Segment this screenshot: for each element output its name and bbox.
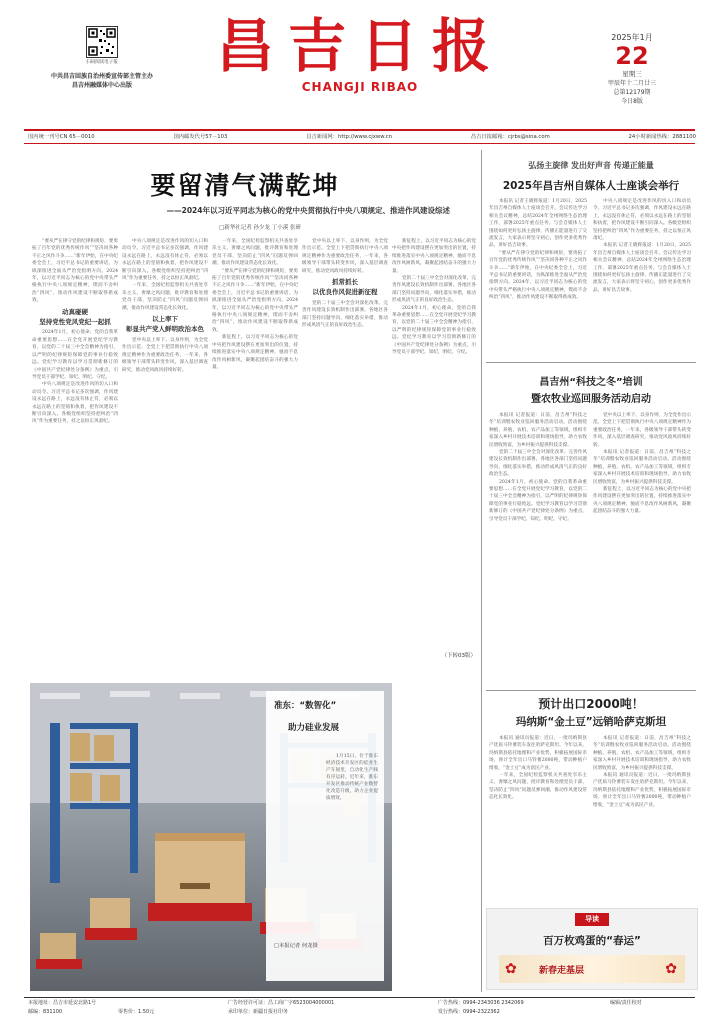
right-top-col1 bbox=[489, 198, 587, 348]
promo-banner-text: 新春走基层 bbox=[539, 966, 585, 976]
lead-col1-para: “要从严在律守党的纪律和规矩，要勇拓了百年党的优秀传统作风”“坚决同各种不正之风作斗争……”新年伊始，在中央纪委全会上，习近平总书记的重要讲话，为纵深推进全面从严治党指明方向。2024年，以习近平同志为核心的党中央带头严格执行中央八项规定精神，锲而不舍纠治“四风”，推动作风建设不断取得新成效。 bbox=[32, 239, 118, 304]
footer-printer: 承印单位：新疆日报社印务 bbox=[228, 1009, 289, 1015]
lead-col2-para2: 党中央以上率下、以身作则，为全党作出示范。全党上下把贯彻执行中央八项规定精神作为重要政治任务，一年来，各级领导干部带头转变作风，深入基层调查研究，推动党风政风持续好转。 bbox=[122, 337, 208, 373]
right-low-col1 bbox=[489, 735, 587, 905]
photo-byline: □本报记者 何龙摄 bbox=[274, 943, 318, 949]
publisher-line2: 昌吉州融媒体中心出版 bbox=[71, 82, 132, 89]
pages-today: 今日8版 bbox=[621, 98, 643, 105]
right-top-para2: “要从严在律守党的纪律和规矩，要勇拓了百年党的优秀传统作风”“坚决同各种不正之风作斗争……”新年伊始，在中央纪委全会上，习近平总书记的重要讲话，为纵深推进全面从严治党指明方向。2024年，以习近平同志为核心的党中央带头严格执行中央八项规定精神，锲而不舍纠治“四风”，推动作风建设不断取得新成效。 bbox=[489, 250, 587, 301]
lead-col3-para: 一年来，全国纪检监察机关共查处享乐主义、奢靡之风问题，批评教育和处理党员干部，坚决防止“四风”问题反弹回潮，推动作风建设常态化长效化。 bbox=[212, 239, 298, 267]
right-low-para4: 本报讯 通讯员报道：近日，一批玛纳斯县产优质马铃薯装车发往哈萨克斯坦。今年以来，玛纳斯县依托地理和产业优势，积极拓展国际市场，预计全年出口马铃薯2000吨，带动种植户增收，“金土豆”成为富民产业。 bbox=[593, 773, 691, 808]
guide-label: 导读 bbox=[575, 913, 609, 926]
right-mid-headline2: 暨农牧业巡回服务活动启动 bbox=[531, 394, 651, 405]
publisher-info bbox=[42, 72, 162, 90]
right-low-para3: 本报讯 记者报道：日前，昌吉州“科技之冬”培训暨农牧业巡回服务活动启动。活动围绕种植、养殖、农机、农产品加工等领域，组织专家深入乡村开展技术培训和现场指导，助力农牧民增收致富，为乡村振兴提供科技支撑。 bbox=[593, 736, 691, 771]
lead-col1-subhead1: 动真碰硬 bbox=[62, 307, 88, 316]
photo-headline1: 准东：“数智化” bbox=[274, 701, 337, 711]
photo-caption-text bbox=[326, 753, 378, 953]
lead-col2-subhead2: 彰显共产党人鲜明政治本色 bbox=[126, 325, 204, 334]
date-day: 22 bbox=[615, 42, 649, 70]
publisher-line1: 中共昌吉回族自治州委宣传部主管主办 bbox=[50, 73, 153, 80]
footer-rule bbox=[24, 997, 695, 998]
lead-col1-para3: 中央八项规定是改进作风的切入口和动员令。习近平总书记多次强调，作风建设永远在路上，永远没有休止符，必须以永远在路上的坚韧和执着，把作风建设不断引向深入。各级党组织坚持把纠治“四风”作为重要任务，持之以恒正风肃纪。 bbox=[32, 382, 118, 425]
photo-caption-panel bbox=[266, 691, 384, 981]
right-mid-para2: 党的二十届三中全会对深化改革、完善作风建设长效机制作出部署。各地区各部门坚持问题导向，细化落实举措，推动形成风清气正的良好政治生态。 bbox=[489, 450, 587, 478]
masthead-title: 昌吉日报 bbox=[215, 12, 504, 80]
lead-subheadline: ——2024年以习近平同志为核心的党中央贯彻执行中央八项规定、推进作风建设综述 bbox=[166, 206, 450, 215]
right-mid-col2 bbox=[593, 412, 691, 637]
masthead-pinyin: CHANGJI RIBAO bbox=[301, 80, 419, 94]
lead-col1-subhead2: 坚持党性党风党纪一起抓 bbox=[39, 318, 111, 327]
right-mid-para: 本报讯 记者报道：日前，昌吉州“科技之冬”培训暨农牧业巡回服务活动启动。活动围绕种植、养殖、农机、农产品加工等领域，组织专家深入乡村开展技术培训和现场指导，助力农牧民增收致富，为乡村振兴提供科技支撑。 bbox=[489, 413, 587, 448]
right-divider-2 bbox=[486, 690, 696, 691]
right-low-headline1: 预计出口2000吨！ bbox=[538, 697, 644, 711]
lead-col5-para-b: 党的二十届三中全会对深化改革、完善作风建设长效机制作出部署。各地区各部门坚持问题导向，细化落实举措，推动形成风清气正的良好政治生态。 bbox=[392, 276, 476, 304]
lead-headline: 要留清气满乾坤 bbox=[150, 171, 340, 200]
lead-column-1 bbox=[32, 238, 118, 678]
column-divider bbox=[481, 150, 482, 992]
photo-caption-para: 1月15日，位于准东经济技术开发区的硅业生产车间里，自动化生产线有序运转。近年来，准东开发区推动传统产业数智化改造升级，助力企业提质增效。 bbox=[326, 754, 378, 801]
info-website[interactable]: 昌吉新闻网：http://www.cjxww.cn bbox=[306, 134, 393, 140]
flower-icon: ✿ bbox=[665, 961, 677, 977]
lead-col3-subhead1: 抓常抓长 bbox=[332, 278, 358, 287]
info-cn-number: 国内统一刊号CN 65－0010 bbox=[28, 134, 95, 140]
footer-send: 发行热线：0994-2322362 bbox=[438, 1009, 500, 1015]
right-top-col2 bbox=[593, 198, 691, 348]
info-email[interactable]: 昌吉日报邮箱：cjrbs@sina.com bbox=[470, 134, 550, 140]
promo-banner bbox=[499, 955, 685, 983]
lead-col5-para-c: 2024年1月，初心使命、党的自我革命重要思想……在全党开展党纪学习教育，以党的二十届三中全会精神为指引，以严明的纪律规矩保障党的事业行稳致远。党纪学习教育以学习贯彻新修订的《中国共产党纪律处分条例》为重点，引导党员干部学纪、知纪、明纪、守纪。 bbox=[392, 305, 476, 356]
right-low-headline2: 玛纳斯“金土豆”远销哈萨克斯坦 bbox=[515, 716, 667, 728]
footer-postcode: 邮编：831100 bbox=[28, 1009, 63, 1015]
info-postal-code: 国内邮发代号57－103 bbox=[173, 134, 228, 140]
right-top-para3: 中央八项规定是改进作风的切入口和动员令。习近平总书记多次强调，作风建设永远在路上，永远没有休止符，必须以永远在路上的坚韧和执着，把作风建设不断引向深入。各级党组织坚持把纠治“四风”作为重要任务，持之以恒正风肃纪。 bbox=[593, 199, 691, 242]
right-top-para4: 本报讯 记者王晓辉报道：1月20日，2025年昌吉州自媒体人士座谈会召开。会议传达学习相关会议精神，总结2024年全州网络生态治理工作，部署2025年重点任务。与会自媒体人士围绕如何更好弘扬主旋律、传播正能量进行了交流发言，大家表示将坚守初心，创作更多优秀作品，讲好昌吉故事。 bbox=[593, 243, 691, 293]
issue-total: 总第12179期 bbox=[613, 89, 651, 96]
photo-headline2: 助力硅业发展 bbox=[288, 723, 340, 733]
right-top-para: 本报讯 记者王晓辉报道：1月20日，2025年昌吉州自媒体人士座谈会召开。会议传达学习相关会议精神，总结2024年全州网络生态治理工作，部署2025年重点任务。与会自媒体人士围绕如何更好弘扬主旋律、传播正能量进行了交流发言，大家表示将坚守初心，创作更多优秀作品，讲好昌吉故事。 bbox=[489, 199, 587, 249]
right-low-para: 本报讯 通讯员报道：近日，一批玛纳斯县产优质马铃薯装车发往哈萨克斯坦。今年以来，玛纳斯县依托地理和产业优势，积极拓展国际市场，预计全年出口马铃薯2000吨，带动种植户增收，“金土豆”成为富民产业。 bbox=[489, 736, 587, 771]
date-year-month: 2025年1月 bbox=[611, 33, 653, 42]
lead-column-5 bbox=[392, 238, 476, 658]
promo-title[interactable]: 百万枚鸡蛋的“春运” bbox=[543, 935, 641, 947]
right-mid-para5: 本报讯 记者报道：日前，昌吉州“科技之冬”培训暨农牧业巡回服务活动启动。活动围绕种植、养殖、农机、农产品加工等领域，组织专家深入乡村开展技术培训和现场指导，助力农牧民增收致富，为乡村振兴提供科技支撑。 bbox=[593, 450, 691, 485]
footer bbox=[28, 999, 696, 1021]
right-mid-para3: 2024年1月，初心使命、党的自我革命重要思想……在全党开展党纪学习教育，以党的二十届三中全会精神为指引，以严明的纪律规矩保障党的事业行稳致远。党纪学习教育以学习贯彻新修订的《中国共产党纪律处分条例》为重点，引导党员干部学纪、知纪、明纪、守纪。 bbox=[489, 479, 587, 522]
footer-address: 本报地址：昌吉市延安北路1号 bbox=[28, 1000, 97, 1006]
lead-col2-subhead1: 以上率下 bbox=[152, 315, 178, 324]
feature-photo bbox=[30, 683, 392, 991]
lantern-icon: ✿ bbox=[505, 961, 517, 977]
continued-note: （下转03版） bbox=[441, 653, 476, 659]
lead-column-2 bbox=[122, 238, 208, 678]
right-top-headline: 2025年昌吉州自媒体人士座谈会举行 bbox=[502, 180, 680, 192]
right-top-kicker: 弘扬主旋律 发出好声音 传递正能量 bbox=[528, 161, 654, 170]
lead-col2-para-b: 一年来，全国纪检监察机关共查处享乐主义、奢靡之风问题，批评教育和处理党员干部，坚决防止“四风”问题反弹回潮，推动作风建设常态化长效化。 bbox=[122, 283, 208, 311]
footer-license: 广告经营许可证：昌工商广字6523004000001 bbox=[228, 1000, 335, 1006]
lead-column-4 bbox=[302, 238, 388, 678]
promo-box[interactable] bbox=[486, 908, 698, 990]
lunar-date: 甲辰年十二月廿三 bbox=[607, 80, 656, 87]
right-low-col2 bbox=[593, 735, 691, 905]
qr-code-icon bbox=[86, 26, 118, 58]
qr-caption: 扫码阅读电子报 bbox=[86, 60, 118, 65]
right-mid-col1 bbox=[489, 412, 587, 637]
lead-col3-para2: 党的二十届三中全会对深化改革、完善作风建设长效机制作出部署。各地区各部门坚持问题导向，细化落实举措，推动形成风清气正的良好政治生态。 bbox=[302, 300, 388, 329]
lead-col4-para-a: 党中央以上率下、以身作则，为全党作出示范。全党上下把贯彻执行中央八项规定精神作为重要政治任务，一年来，各级领导干部带头转变作风，深入基层调查研究，推动党风政风持续好转。 bbox=[302, 239, 388, 274]
lead-col3-para-y: 新征程上，以习近平同志为核心的党中央把作风建设摆在更加突出的位置，持续推进落实中央八项规定精神，驰而不息改作风树新风，凝聚起团结奋斗的强大力量。 bbox=[212, 335, 298, 370]
right-mid-headline1: 昌吉州“科技之冬”培训 bbox=[539, 377, 643, 388]
lead-col5-para: 新征程上，以习近平同志为核心的党中央把作风建设摆在更加突出的位置，持续推进落实中央八项规定精神，驰而不息改作风树新风，凝聚起团结奋斗的强大力量。 bbox=[392, 239, 476, 274]
date-block bbox=[582, 32, 682, 106]
right-low-para2: 一年来，全国纪检监察机关共查处享乐主义、奢靡之风问题，批评教育和处理党员干部，坚决防止“四风”问题反弹回潮，推动作风建设常态化长效化。 bbox=[489, 773, 587, 801]
right-divider-1 bbox=[486, 362, 696, 363]
weekday: 星期三 bbox=[622, 70, 642, 78]
lead-col3-para-x: “要从严在律守党的纪律和规矩，要勇拓了百年党的优秀传统作风”“坚决同各种不正之风作斗争……”新年伊始，在中央纪委全会上，习近平总书记的重要讲话，为纵深推进全面从严治党指明方向。2024年，以习近平同志为核心的党中央带头严格执行中央八项规定精神，锲而不舍纠治“四风”，推动作风建设不断取得新成效。 bbox=[212, 268, 298, 333]
footer-phones: 广告热线：0994-2343036 2342069 bbox=[438, 1000, 524, 1006]
info-hotline: 24小时新闻热线：2881100 bbox=[628, 134, 696, 140]
info-bar-bottom-rule bbox=[24, 143, 695, 144]
lead-col1-para2: 2024年1月，初心使命、党的自我革命重要思想……在全党开展党纪学习教育，以党的二十届三中全会精神为指引，以严明的纪律规矩保障党的事业行稳致远。党纪学习教育以学习贯彻新修订的《中国共产党纪律处分条例》为重点，引导党员干部学纪、知纪、明纪、守纪。 bbox=[32, 330, 118, 380]
info-bar bbox=[28, 132, 696, 142]
info-bar-top-rule bbox=[24, 129, 695, 131]
right-mid-para6: 新征程上，以习近平同志为核心的党中央把作风建设摆在更加突出的位置，持续推进落实中央八项规定精神，驰而不息改作风树新风，凝聚起团结奋斗的强大力量。 bbox=[593, 487, 691, 515]
lead-byline: □新华社记者 孙少龙 丁小溪 张研 bbox=[219, 225, 301, 231]
footer-price: 零售价：1.50元 bbox=[118, 1009, 155, 1015]
lead-col3-subhead2: 以优良作风促进新征程 bbox=[312, 288, 378, 297]
lead-column-3 bbox=[212, 238, 298, 678]
footer-editors: 编辑/责任校对 bbox=[610, 1000, 642, 1006]
right-mid-para4: 党中央以上率下、以身作则，为全党作出示范。全党上下把贯彻执行中央八项规定精神作为重要政治任务，一年来，各级领导干部带头转变作风，深入基层调查研究，推动党风政风持续好转。 bbox=[593, 413, 691, 448]
lead-col2-para: 中央八项规定是改进作风的切入口和动员令。习近平总书记多次强调，作风建设永远在路上，永远没有休止符，必须以永远在路上的坚韧和执着，把作风建设不断引向深入。各级党组织坚持把纠治“四风”作为重要任务，持之以恒正风肃纪。 bbox=[122, 239, 208, 282]
